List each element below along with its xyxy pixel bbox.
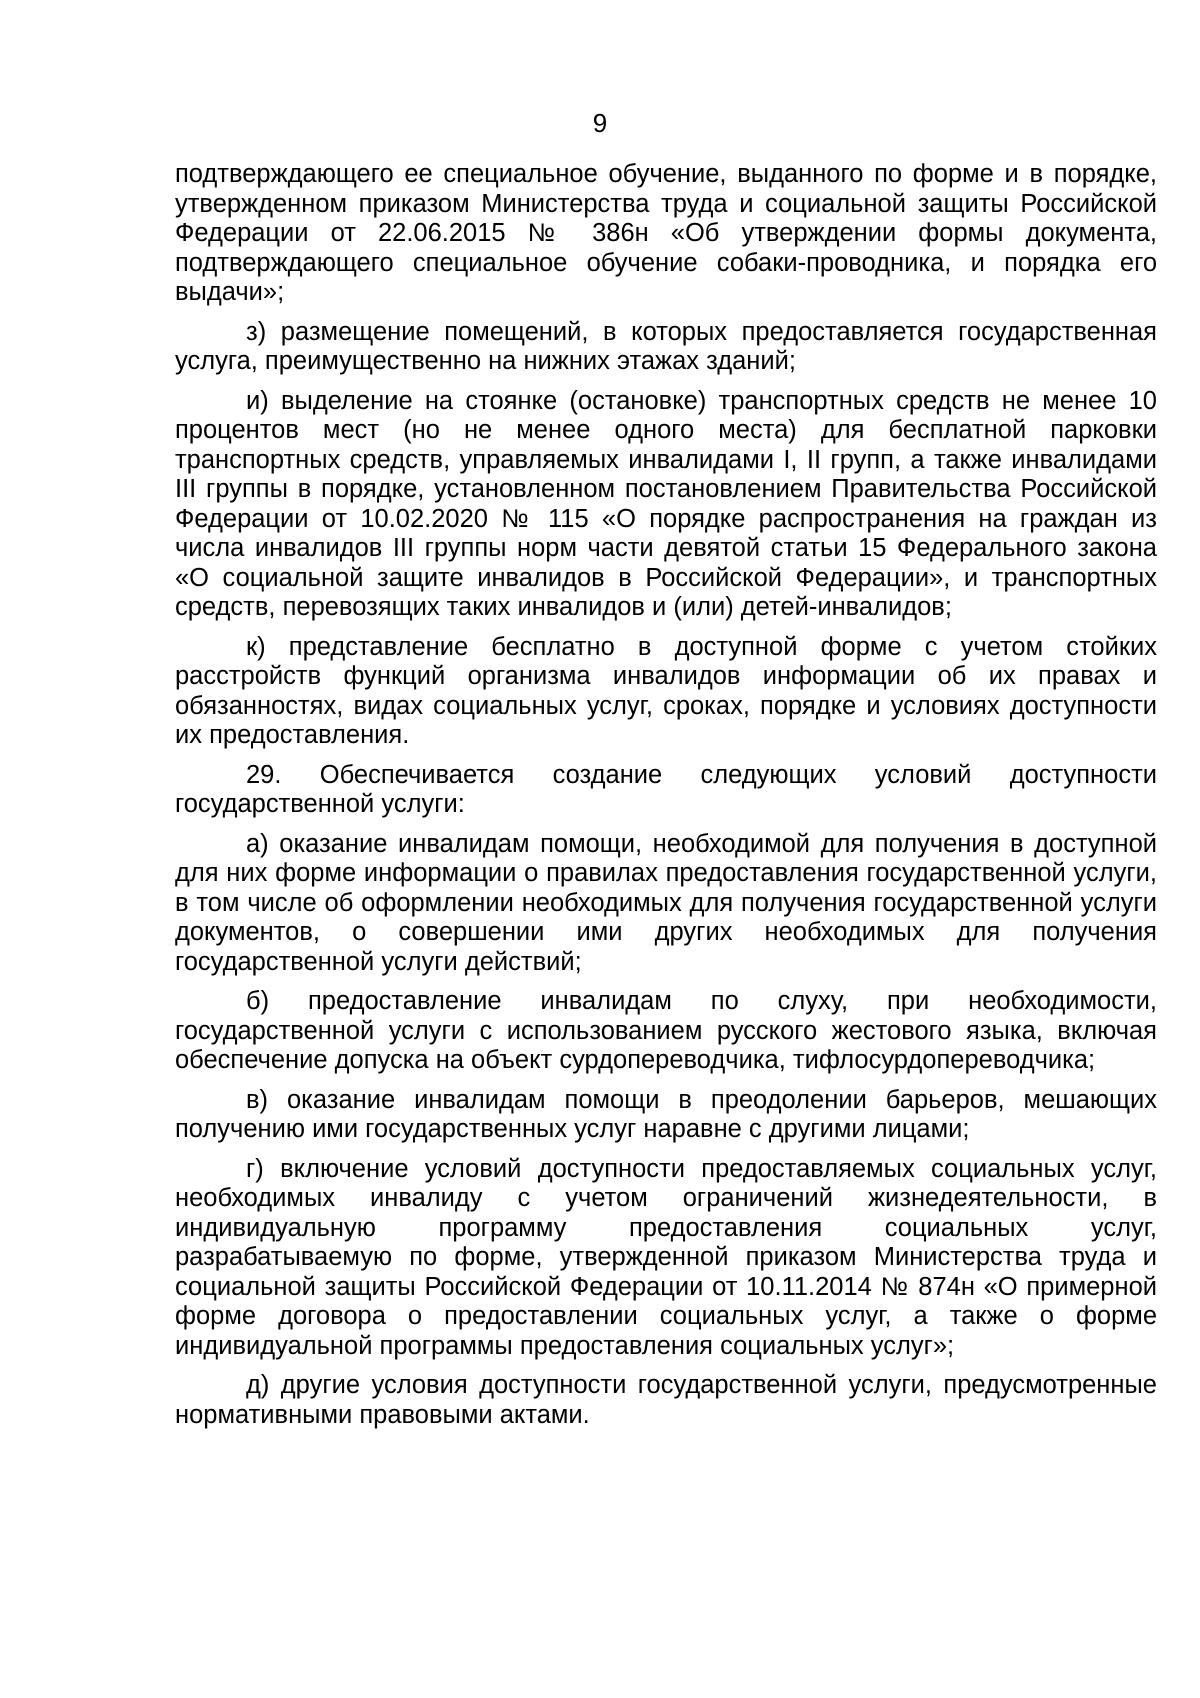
- page-number: 9: [592, 108, 608, 138]
- paragraph-item-a: а) оказание инвалидам помощи, необходимой для получения в доступной для них форме информации о правилах предоставления государственной услуги, в том числе об оформлении необходимых для получения государственной услуги документов, о совершении ими других необходимых для получения государственной услуги действий;: [175, 829, 1157, 976]
- paragraph-item-v: в) оказание инвалидам помощи в преодолении барьеров, мешающих получению ими государственных услуг наравне с другими лицами;: [175, 1085, 1157, 1143]
- paragraph-item-d: д) другие условия доступности государственной услуги, предусмотренные нормативными правовыми актами.: [175, 1371, 1157, 1429]
- paragraph-item-i: и) выделение на стоянке (остановке) транспортных средств не менее 10 процентов мест (но не менее одного места) для бесплатной парковки транспортных средств, управляемых инвалидами I, II групп, а также инвалидами III группы в порядке, установленном постановлением Правительства Российской Федерации от 10.02.2020 № 115 «О порядке распространения на граждан из числа инвалидов III группы норм части девятой статьи 15 Федерального закона «О социальной защите инвалидов в Российской Федерации», и транспортных средств, перевозящих таких инвалидов и (или) детей-инвалидов;: [175, 386, 1157, 621]
- paragraph-item-z: з) размещение помещений, в которых предоставляется государственная услуга, преимущественно на нижних этажах зданий;: [175, 317, 1157, 375]
- paragraph-clause-29: 29. Обеспечивается создание следующих условий доступности государственной услуги:: [175, 760, 1157, 818]
- paragraph-continued: подтверждающего ее специальное обучение, выданного по форме и в порядке, утвержденном приказом Министерства труда и социальной защиты Российской Федерации от 22.06.2015 № 386н «Об утверждении формы документа, подтверждающего специальное обучение собаки-проводника, и порядка его выдачи»;: [175, 160, 1157, 306]
- paragraph-item-k: к) представление бесплатно в доступной форме с учетом стойких расстройств функций организма инвалидов информации об их правах и обязанностях, видах социальных услуг, сроках, порядке и условиях доступности их предоставления.: [175, 632, 1157, 749]
- paragraph-item-b: б) предоставление инвалидам по слуху, при необходимости, государственной услуги с использованием русского жестового языка, включая обеспечение допуска на объект сурдопереводчика, тифлосурдопереводчика;: [175, 987, 1157, 1074]
- document-body: [175, 160, 1157, 1440]
- paragraph-item-g: г) включение условий доступности предоставляемых социальных услуг, необходимых инвалиду с учетом ограничений жизнедеятельности, в индивидуальную программу предоставления социальных услуг, разрабатываемую по форме, утвержденной приказом Министерства труда и социальной защиты Российской Федерации от 10.11.2014 № 874н «О примерной форме договора о предоставлении социальных услуг, а также о форме индивидуальной программы предоставления социальных услуг»;: [175, 1154, 1157, 1360]
